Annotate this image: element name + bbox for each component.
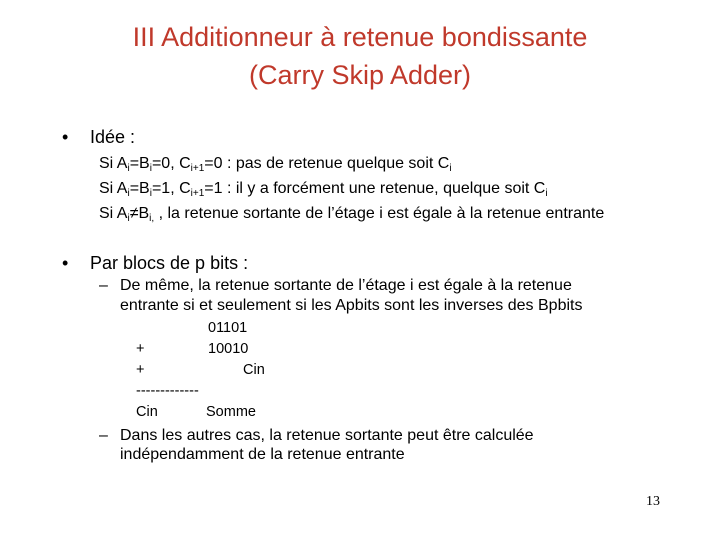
sub1-line-2: entrante si et seulement si les Apbits sont les inverses des Bpbits [120, 297, 583, 314]
rule-line-1: Si $A_i=B_i=0$, $C_{i+1}=0$ : pas de retenue quelque soit $C_i$ [99, 155, 452, 174]
operand-1: 01101 [208, 320, 248, 336]
carry-out: Cin [136, 404, 158, 420]
separator-line: ------------- [136, 383, 199, 399]
bullet-idee-text: Idée : [90, 127, 136, 147]
sub2-line-1: Dans les autres cas, la retenue sortante peut être calculée [120, 427, 534, 444]
plus-sign: + [136, 362, 145, 378]
operand-2: 10010 [208, 341, 249, 357]
bullet-marker: • [62, 253, 69, 273]
rule-line-3: Si $A_i\ne B_{i,}$ , la retenue sortante de l’étage i est égale à la retenue entrante [99, 205, 605, 224]
sub-dash: – [99, 427, 108, 444]
rule-line-2: Si $A_i=B_i=1$, $C_{i+1}=1$ : il y a forcément une retenue, quelque soit $C_i$ [99, 180, 548, 199]
title-line-1: III Additionneur à retenue bondissante [132, 22, 588, 52]
sub-dash: – [99, 277, 108, 294]
plus-sign: + [136, 341, 145, 357]
page-number: 13 [646, 494, 660, 509]
bullet-marker: • [62, 127, 69, 147]
sub2-line-2: indépendamment de la retenue entrante [120, 446, 405, 463]
slide-title [0, 18, 720, 94]
bullet-blocs-text: Par blocs de p bits : [90, 253, 249, 273]
sum-label: Somme [206, 404, 256, 420]
title-line-2: (Carry Skip Adder) [248, 60, 472, 90]
sub1-line-1: De même, la retenue sortante de l’étage i est égale à la retenue [120, 277, 572, 294]
carry-in: Cin [243, 362, 265, 378]
